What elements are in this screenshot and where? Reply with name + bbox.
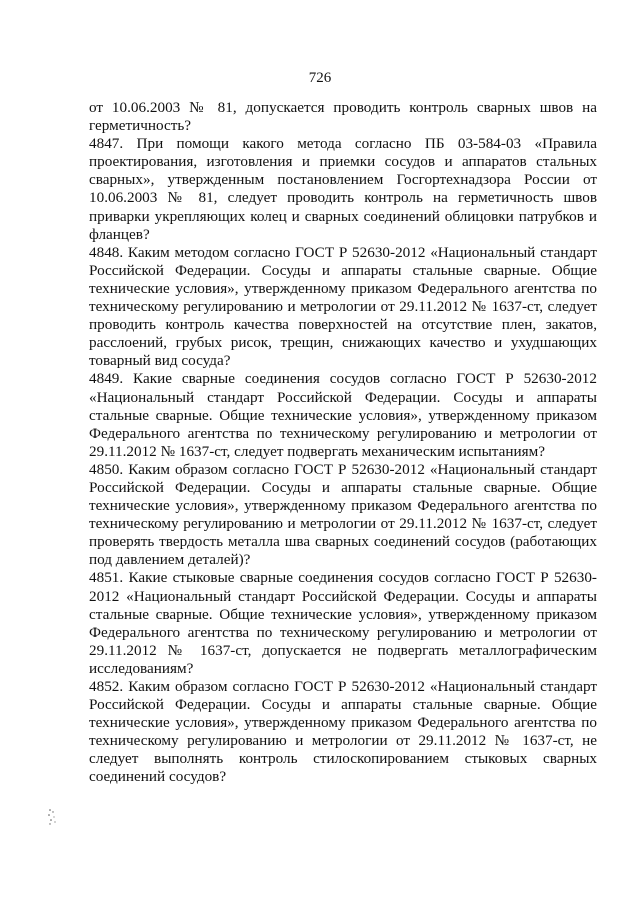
question-4850: 4850. Каким образом согласно ГОСТ Р 52630-2012 «Национальный стандарт Российской Федерации. Сосуды и аппараты стальные сварные. Общие технические условия», утвержденному приказом Федерального агентства по техническому регулированию и метрологии от 29.11.2012 № 1637-ст, следует проверять твердость металла шва сварных соединений сосудов (работающих под давлением деталей)? [89,460,597,569]
question-4851: 4851. Какие стыковые сварные соединения сосудов согласно ГОСТ Р 52630-2012 «Национальный стандарт Российской Федерации. Сосуды и аппараты стальные сварные. Общие технические условия», утвержденному приказом Федерального агентства по техническому регулированию и метрологии от 29.11.2012 № 1637-ст, допускается не подвергать металлографическим исследованиям? [89,569,597,677]
question-continuation: от 10.06.2003 № 81, допускается проводить контроль сварных швов на герметичность? [89,99,597,135]
question-4847: 4847. При помощи какого метода согласно ПБ 03-584-03 «Правила проектирования, изготовления и приемки сосудов и аппаратов стальных сварных», утвержденным постановлением Госгортехнадзора России от 10.06.2003 № 81, следует проводить контроль на герметичность швов приварки укрепляющих колец и сварных соединений облицовки патрубков и фланцев? [89,135,597,243]
document-body [89,99,597,787]
scan-artifact-mark [46,808,60,826]
page-number: 726 [308,70,332,86]
question-4849: 4849. Какие сварные соединения сосудов согласно ГОСТ Р 52630-2012 «Национальный стандарт Российской Федерации. Сосуды и аппараты стальные сварные. Общие технические условия», утвержденному приказом Федерального агентства по техническому регулированию и метрологии от 29.11.2012 № 1637-ст, следует подвергать механическим испытаниям? [89,370,597,460]
question-4852: 4852. Каким образом согласно ГОСТ Р 52630-2012 «Национальный стандарт Российской Федерации. Сосуды и аппараты стальные сварные. Общие технические условия», утвержденному приказом Федерального агентства по техническому регулированию и метрологии от 29.11.2012 № 1637-ст, не следует выполнять контроль стилоскопированием стыковых сварных соединений сосудов? [89,678,597,786]
question-4848: 4848. Каким методом согласно ГОСТ Р 52630-2012 «Национальный стандарт Российской Федерации. Сосуды и аппараты стальные сварные. Общие технические условия», утвержденному приказом Федерального агентства по техническому регулированию и метрологии от 29.11.2012 № 1637-ст, следует проводить контроль качества поверхностей на отсутствие плен, закатов, расслоений, грубых рисок, трещин, снижающих качество и ухудшающих товарный вид сосуда? [89,243,597,370]
